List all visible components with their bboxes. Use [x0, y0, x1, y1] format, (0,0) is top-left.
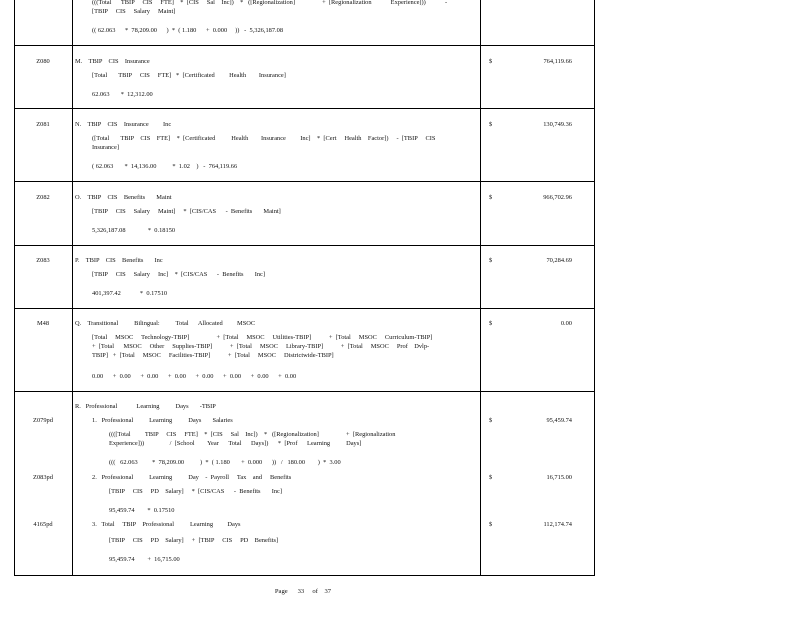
formula-line: [Total MSOC Technology-TBIP] + [Total MSOC Utilities-TBIP] + [Total MSOC Curriculum-TBIP]	[92, 334, 433, 341]
formula-line: [TBIP CIS Salary Maint] * [CIS/CAS - Benefits Maint]	[92, 208, 281, 215]
row-divider	[14, 181, 594, 182]
amount-value: 764,119.66	[543, 58, 572, 65]
formula-line: + [Total MSOC Other Supplies-TBIP] + [Total MSOC Library-TBIP] + [Total MSOC Prof Dvlp-	[92, 343, 430, 350]
row-title: P. TBIP CIS Benefits Inc	[75, 257, 163, 264]
row-title: O. TBIP CIS Benefits Maint	[75, 194, 172, 201]
formula-line: ([Total TBIP CIS FTE] * [Certificated Health Insurance Inc] * [Cert Health Factor]) - [TBIP CIS	[92, 135, 436, 142]
formula-line: [TBIP CIS PD Salary] * [CIS/CAS - Benefits Inc]	[109, 488, 283, 495]
amount-value: 70,284.69	[546, 257, 572, 264]
table-border-left	[14, 0, 15, 576]
dollar-sign: $	[489, 521, 493, 528]
column-divider-amount	[480, 0, 481, 576]
row-title: 3. Total TBIP Professional Learning Days	[92, 521, 241, 528]
formula-line: ((([Total TBIP CIS FTE] * [CIS Sal Inc]) * ([Regionalization] + [Regionalization	[109, 431, 396, 438]
calculation-line: 95,459.74 + 16,715.00	[109, 556, 180, 563]
row-divider	[14, 45, 594, 46]
row-title: N. TBIP CIS Insurance Inc	[75, 121, 172, 128]
calculation-line: ( 62.063 * 14,136.00 * 1.02 ) - 764,119.66	[92, 163, 238, 170]
formula-line: [TBIP CIS PD Salary] + [TBIP CIS PD Benefits]	[109, 537, 279, 544]
formula-line: Experience])) / [School Year Total Days]) * [Prof Learning Days]	[109, 440, 362, 447]
row-divider	[14, 391, 594, 392]
dollar-sign: $	[489, 320, 493, 327]
dollar-sign: $	[489, 194, 493, 201]
calculation-line: 62.063 * 12,312.00	[92, 91, 153, 98]
calculation-line: ((( 62.063 * 78,209.00 ) * ( 1.180 + 0.000 )) / 180.00 ) * 3.00	[109, 459, 341, 466]
calculation-line: 5,326,187.08 * 0.18150	[92, 227, 176, 234]
row-code: M48	[36, 320, 50, 327]
amount-value: 0.00	[560, 320, 572, 327]
calculation-line: 0.00 + 0.00 + 0.00 + 0.00 + 0.00 + 0.00 + 0.00 + 0.00	[92, 373, 297, 380]
row-divider	[14, 245, 594, 246]
row-code: Z082	[36, 194, 50, 201]
page-number: Page 33 of 37	[274, 588, 332, 595]
calculation-line: 95,459.74 * 0.17510	[109, 507, 175, 514]
calculation-line: 401,397.42 * 0.17510	[92, 290, 168, 297]
row-title: M. TBIP CIS Insurance	[75, 58, 150, 65]
row-code: Z079pd	[33, 417, 53, 424]
section-title: R. Professional Learning Days -TBIP	[75, 403, 216, 410]
row-code: Z081	[36, 121, 50, 128]
dollar-sign: $	[489, 58, 493, 65]
table-border-right	[594, 0, 595, 576]
table-border-bottom	[14, 575, 594, 576]
row-divider	[14, 108, 594, 109]
formula-line: [Total TBIP CIS FTE] * [Certificated Health Insurance]	[92, 72, 286, 79]
dollar-sign: $	[489, 474, 493, 481]
amount-value: 130,749.36	[543, 121, 572, 128]
row-title: 1. Professional Learning Days Salaries	[92, 417, 233, 424]
row-code: Z080	[36, 58, 50, 65]
calculation-line: (( 62.063 * 78,209.00 ) * ( 1.180 + 0.000 )) - 5,326,187.08	[92, 27, 284, 34]
row-title: 2. Professional Learning Day - Payroll Tax and Benefits	[92, 474, 292, 481]
row-code: Z083pd	[33, 474, 53, 481]
row-code: Z083	[36, 257, 50, 264]
formula-line: [TBIP CIS Salary Maint]	[92, 8, 176, 15]
row-code: 4165pd	[33, 521, 53, 528]
row-divider	[14, 308, 594, 309]
formula-line: (((Total TBIP CIS FTE] * [CIS Sal Inc]) * ([Regionalization] + [Regionalization Experience])) -	[92, 0, 448, 6]
column-divider-code	[72, 0, 73, 576]
amount-value: 16,715.00	[546, 474, 572, 481]
dollar-sign: $	[489, 417, 493, 424]
dollar-sign: $	[489, 257, 493, 264]
amount-value: 112,174.74	[543, 521, 572, 528]
dollar-sign: $	[489, 121, 493, 128]
row-title: Q. Transitional Bilingual: Total Allocated MSOC	[75, 320, 256, 327]
formula-line: TBIP] + [Total MSOC Facilities-TBIP] + [Total MSOC Districtwide-TBIP]	[92, 352, 334, 359]
formula-line: [TBIP CIS Salary Inc] * [CIS/CAS - Benefits Inc]	[92, 271, 266, 278]
amount-value: 966,702.96	[543, 194, 572, 201]
calculation-table	[14, 0, 594, 576]
amount-value: 95,459.74	[546, 417, 572, 424]
formula-line: Insurance]	[92, 144, 119, 151]
